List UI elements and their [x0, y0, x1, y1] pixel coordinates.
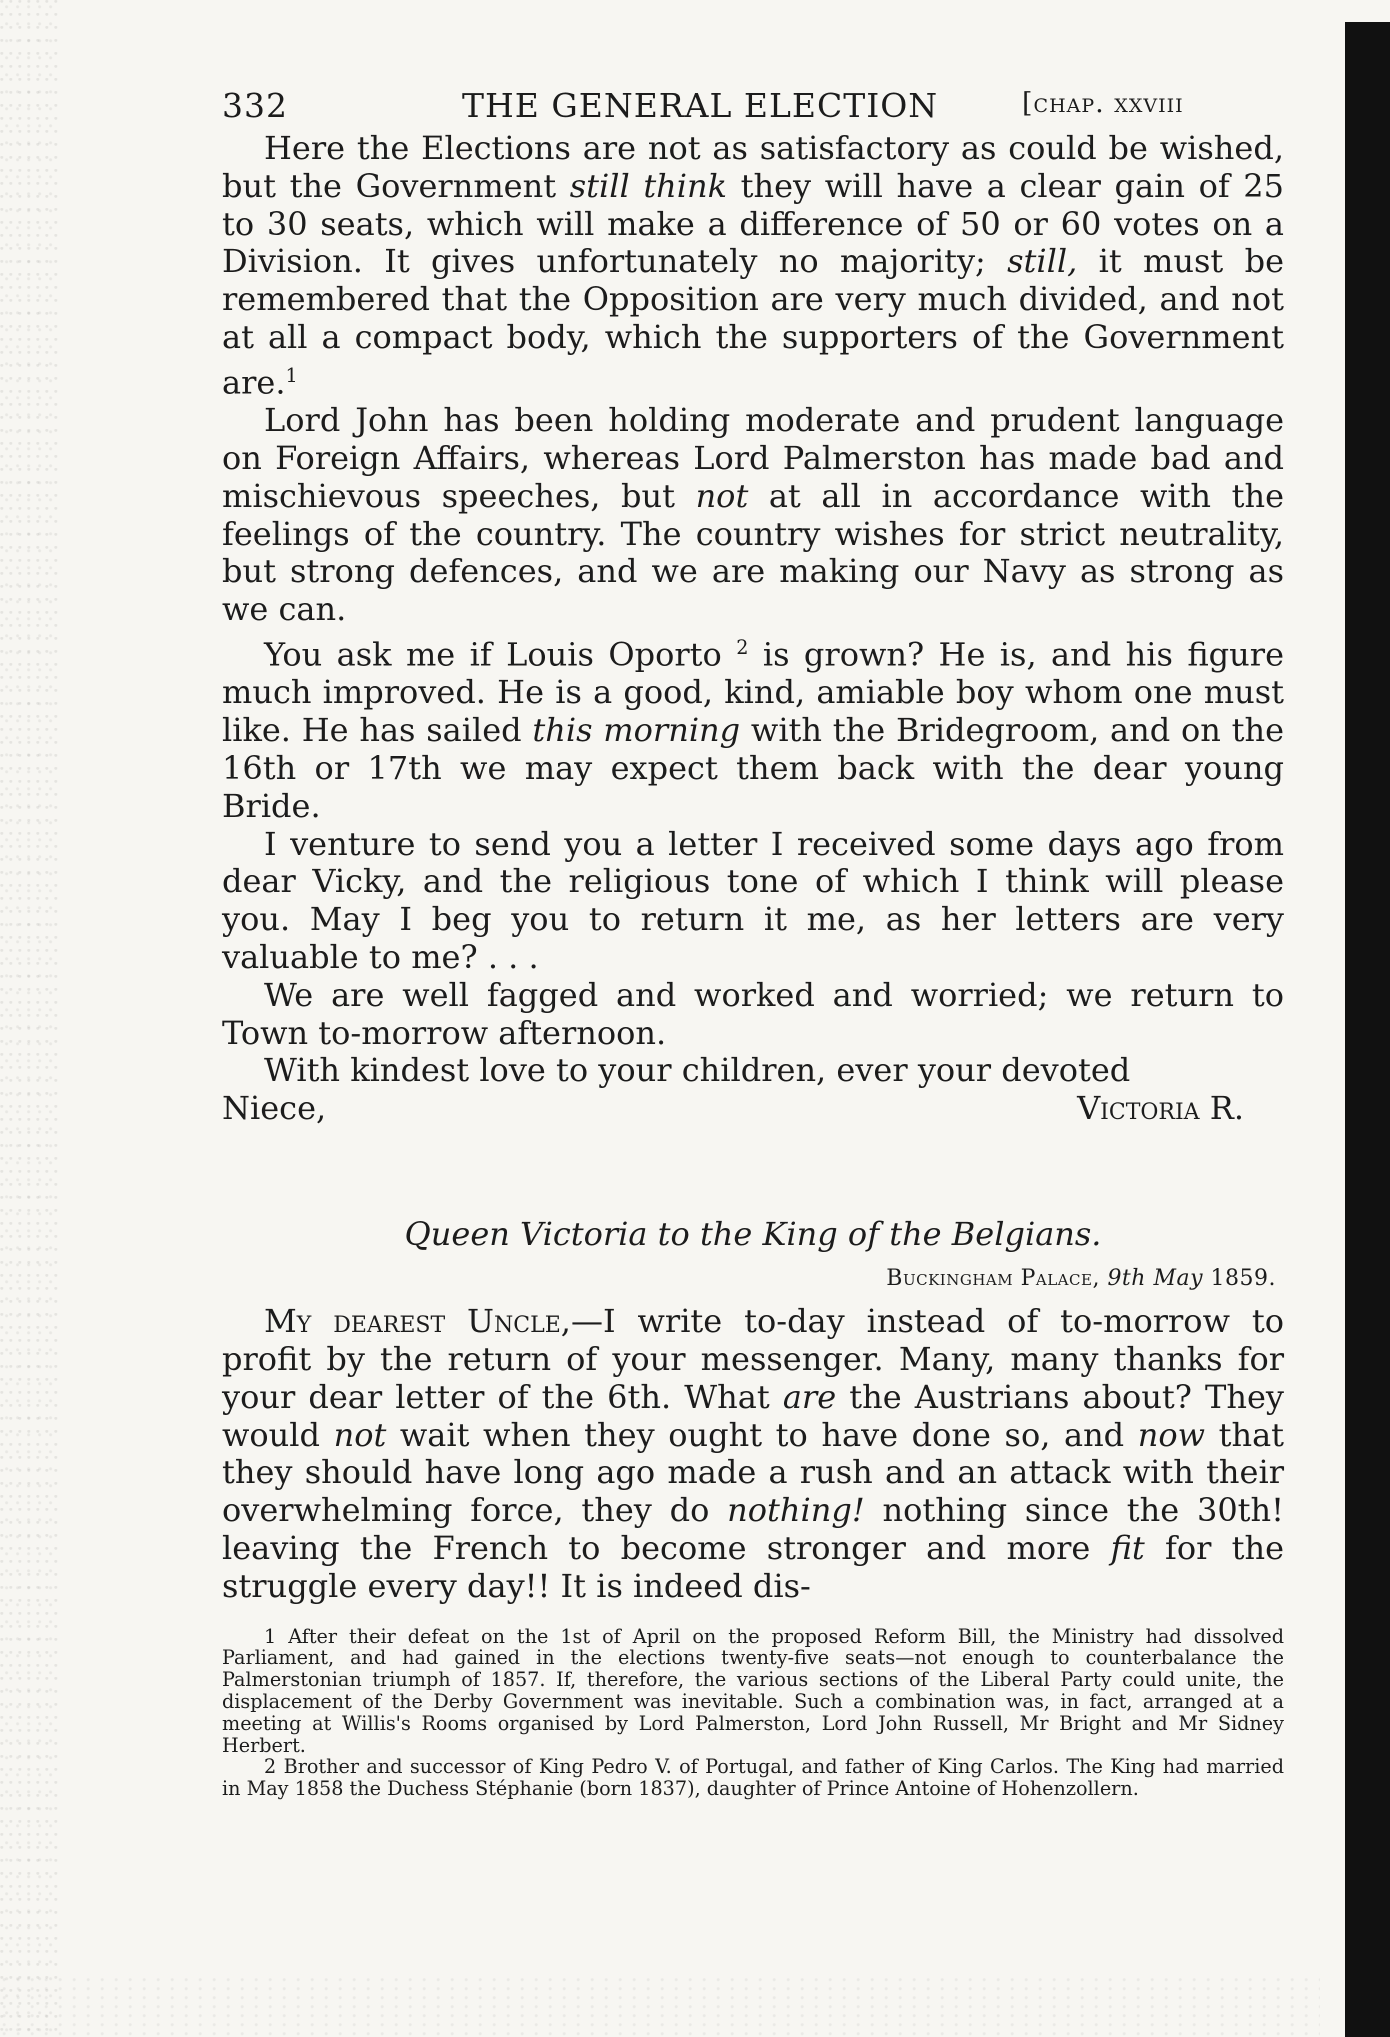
running-title: THE GENERAL ELECTION: [462, 86, 939, 125]
text-run: with the Bridegroom, and on the 16th or 17th we may expect them back with the dear young Bride.: [222, 711, 1285, 825]
scan-margin-speckle: [0, 0, 60, 2037]
emphasis: not: [333, 1415, 387, 1454]
footnote-ref: 2: [736, 636, 749, 660]
letter-continuation: [222, 130, 1284, 1128]
letter-opening-paragraph: [222, 1303, 1284, 1605]
text-run: it must be remembered that the Opposition are very much divided, and not at all a compact body, which the supporters of the Government are.: [222, 242, 1285, 402]
text-run: I venture to send you a letter I received some days ago from dear Vicky, and the religious tone of which I think will please you. May I beg you to return it me, as her letters are very valuable to me? . . .: [222, 824, 1284, 977]
text-run: wait when they ought to have done so, and: [386, 1415, 1138, 1454]
text-run: is grown? He is, and his figure much improved. He is a good, kind, amiable boy whom one must like. He has sailed: [222, 635, 1284, 750]
closing-niece: Niece,: [222, 1089, 327, 1128]
salutation: My dearest Uncle,: [264, 1302, 571, 1341]
text-run: at all in accordance with the feelings of the country. The country wishes for strict neutrality, but strong defences, and we are making our Navy as strong as we can.: [222, 476, 1285, 629]
dateline-place: Buckingham Palace,: [886, 1266, 1100, 1292]
chapter-label: [chap. xxviii: [1022, 88, 1184, 119]
page-number: 332: [222, 86, 288, 125]
text-run: You ask me if Louis Oporto: [264, 635, 737, 674]
signature: Victoria R.: [1077, 1089, 1244, 1128]
text-run: —I write to-day instead of to-morrow to profit by the return of your messenger. Many, many thanks for your dear letter of the 6th. What: [222, 1302, 1284, 1416]
footnote-1: 1 After their defeat on the 1st of April on the proposed Reform Bill, the Ministry had dissolved Parliament, and had gained in the elections twenty-five seats—not enough to counterbalance the Palmerstonian triumph of 1857. If, therefore, the various sections of the Liberal Party could unite, the displacement of the Derby Government was inevitable. Such a combination was, in fact, arranged at a meeting at Willis's Rooms organised by Lord Palmerston, Lord John Russell, Mr Bright and Mr Sidney Herbert.: [222, 1624, 1284, 1757]
scan-bottom-speckle: [0, 1977, 1320, 2037]
emphasis: still,: [1007, 242, 1078, 281]
emphasis: fit: [1110, 1529, 1145, 1568]
paragraph: [222, 977, 1284, 1053]
emphasis: nothing!: [727, 1491, 865, 1530]
book-page: [222, 80, 1284, 1800]
text-run: Here the Elections are not as satisfactory as could be wished, but the Government: [222, 129, 1284, 205]
sign-off: [222, 1090, 1284, 1128]
footnotes: [222, 1626, 1284, 1800]
scan-edge-bar: [1345, 22, 1390, 2037]
text-run: nothing since the 30th! leaving the French to become stronger and more: [222, 1491, 1284, 1568]
footnote-2: 2 Brother and successor of King Pedro V. of Portugal, and father of King Carlos. The King had married in May 1858 the Duchess Stéphanie (born 1837), daughter of Prince Antoine of Hohenzollern.: [222, 1755, 1284, 1801]
emphasis: are: [782, 1377, 837, 1416]
emphasis: this morning: [532, 711, 741, 750]
letter-body-text: [222, 1302, 1284, 1605]
letter-paragraphs: [222, 130, 1284, 1090]
paragraph: [222, 1052, 1284, 1090]
emphasis: now: [1137, 1415, 1206, 1454]
paragraph: [222, 629, 1284, 826]
dateline-year: 1859.: [1210, 1266, 1276, 1292]
footnote-ref: 1: [285, 363, 298, 387]
text-run: for the struggle every day!! It is indeed dis-: [222, 1529, 1285, 1605]
dateline-day: 9th May: [1107, 1266, 1204, 1292]
text-run: With kindest love to your children, ever your devoted: [264, 1051, 1131, 1090]
paragraph: [222, 402, 1284, 629]
paragraph: [222, 826, 1284, 977]
text-run: Lord John has been holding moderate and prudent language on Foreign Affairs, whereas Lord Palmerston has made bad and mischievous speeches, but: [222, 401, 1284, 515]
emphasis: still think: [569, 166, 728, 205]
letter-body: [222, 1303, 1284, 1605]
text-run: that they should have long ago made a rush and an attack with their overwhelming force, they do: [222, 1415, 1285, 1530]
text-run: We are well fagged and worked and worried; we return to Town to-morrow afternoon.: [222, 975, 1284, 1052]
dateline: [222, 1266, 1284, 1291]
paragraph: [222, 130, 1284, 402]
text-run: they will have a clear gain of 25 to 30 seats, which will make a difference of 50 or 60 votes on a Division. It gives unfortunately no majority;: [222, 166, 1285, 281]
text-run: the Austrians about? They would: [222, 1377, 1285, 1454]
running-header: [222, 80, 1284, 130]
emphasis: not: [695, 476, 749, 515]
letter-heading: Queen Victoria to the King of the Belgians.: [404, 1215, 1102, 1254]
